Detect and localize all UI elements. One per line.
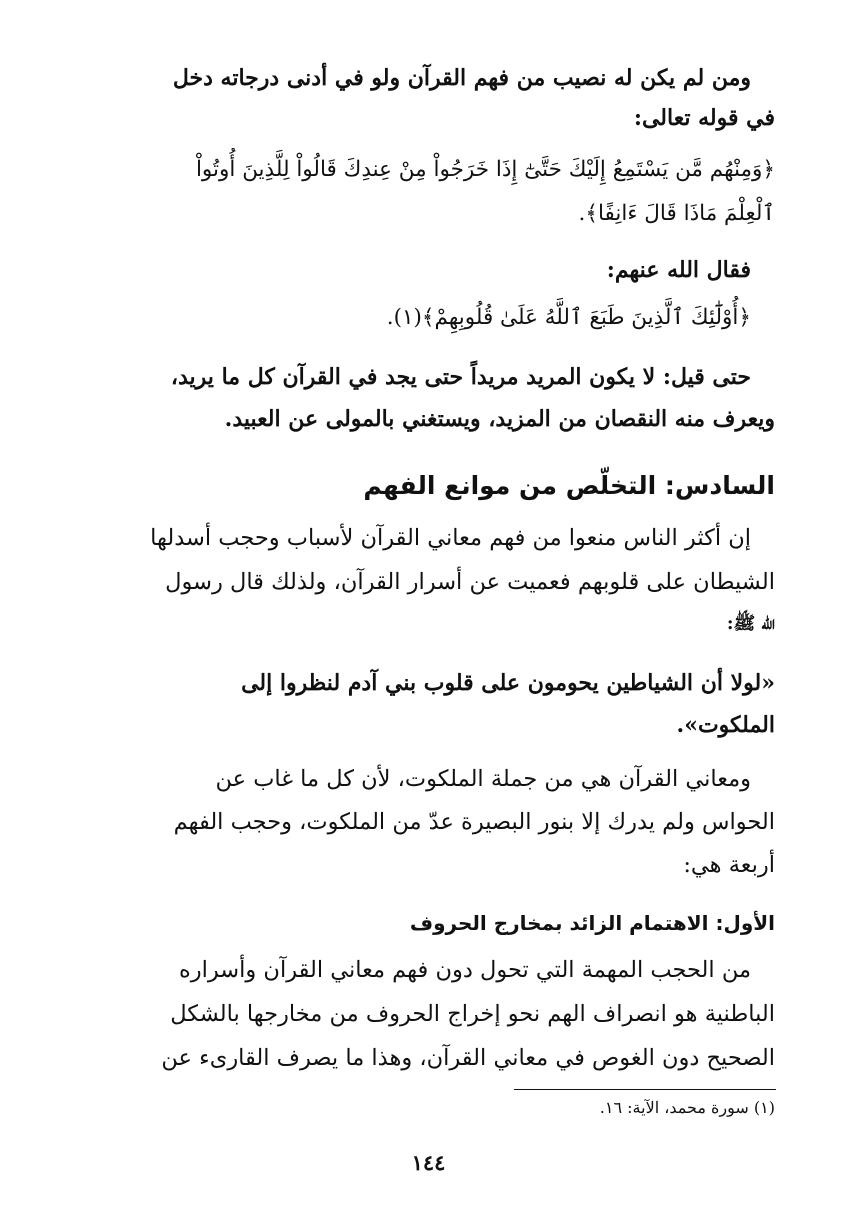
verse-line: ﴿وَمِنْهُم مَّن يَسْتَمِعُ إِلَيْكَ حَتَّىٰٓ إِذَا خَرَجُواْ مِنْ عِندِكَ قَالُواْ لِلَّذِينَ أُوتُواْ [195,157,775,182]
heading-text: الأول: الاهتمام الزائد بمخارج الحروف [409,911,775,935]
verse-line: ﴿أُوْلَٰٓئِكَ ٱلَّذِينَ طَبَعَ ٱللَّهُ عَلَىٰ قُلُوبِهِمْ﴾(١). [386,305,751,330]
paragraph-malakut [81,758,775,887]
hadith-quote [81,662,775,746]
quran-verse-2 [81,296,775,340]
text-line: حتى قيل: لا يكون المريد مريداً حتى يجد في القرآن كل ما يريد، [170,364,751,390]
text-line: الصحيح دون الغوص في معاني القرآن، وهذا ما يصرف القارىء عن [161,1045,775,1071]
footnote-divider [514,1089,776,1090]
text-line: الحواس ولم يدرك إلا بنور البصيرة عدّ من الملكوت، وحجب الفهم [173,809,775,835]
paragraph-saying [81,356,775,440]
text-line: الله ﷺ: [726,613,775,634]
text-line: من الحجب المهمة التي تحول دون فهم معاني القرآن وأسراره [178,957,751,983]
heading-text: السادس: التخلّص من موانع الفهم [363,471,775,500]
text-line: ويعرف منه النقصان من المزيد، ويستغني بالمولى عن العبيد. [224,406,775,432]
page-number: ١٤٤ [411,1150,446,1175]
verse-line: ٱلْعِلْمَ مَاذَا قَالَ ءَانِفًا﴾. [578,201,775,226]
section-heading [81,466,775,506]
text-line: ومعاني القرآن هي من جملة الملكوت، لأن كل ما غاب عن [215,766,751,792]
quran-verse [81,148,775,236]
paragraph-obstacles [81,516,775,644]
text-line: «لولا أن الشياطين يحومون على قلوب بني آدم لنظروا إلى [241,670,775,696]
paragraph-intro [81,58,775,138]
text-line: أربعة هي: [683,852,775,878]
paragraph-articulation [81,948,775,1080]
text-line: إن أكثر الناس منعوا من فهم معاني القرآن لأسباب وحجب أسدلها [150,525,751,551]
text-line: الباطنية هو انصراف الهم نحو إخراج الحروف من مخارجها بالشكل [170,1001,775,1027]
footnote: (١) سورة محمد، الآية: ١٦. [599,1098,775,1117]
text-line: الشيطان على قلوبهم فعميت عن أسرار القرآن، ولذلك قال رسول [165,569,775,595]
subsection-heading [81,905,775,941]
text-line: الملكوت». [676,712,775,738]
text-line: ومن لم يكن له نصيب من فهم القرآن ولو في أدنى درجاته دخل [172,65,751,91]
text-line: فقال الله عنهم: [606,257,751,283]
text-line: في قوله تعالى: [633,105,775,131]
verse-intro [81,250,775,290]
